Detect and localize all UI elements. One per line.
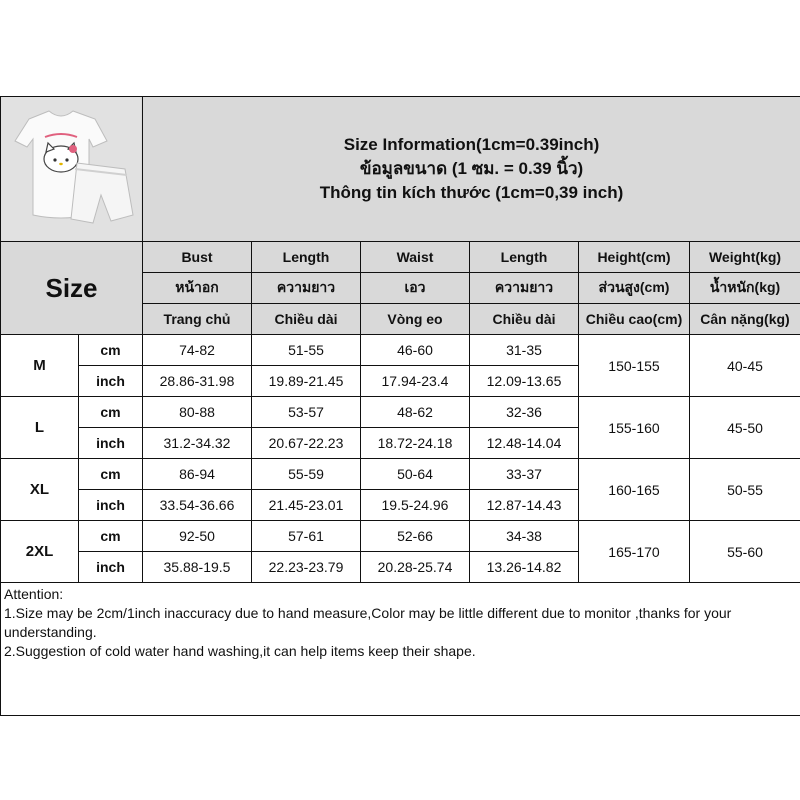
- col-header-en: Waist: [361, 242, 470, 273]
- cell-value: 80-88: [143, 397, 252, 428]
- cell-value: 52-66: [361, 521, 470, 552]
- cell-value: 20.28-25.74: [361, 552, 470, 583]
- table-row: [1, 335, 800, 366]
- unit-label: cm: [79, 459, 143, 490]
- height-value: 160-165: [579, 459, 690, 521]
- cell-value: 17.94-23.4: [361, 366, 470, 397]
- size-name: 2XL: [1, 521, 79, 583]
- cell-value: 55-59: [252, 459, 361, 490]
- size-name: M: [1, 335, 79, 397]
- unit-label: cm: [79, 521, 143, 552]
- cell-value: 51-55: [252, 335, 361, 366]
- table-row: [1, 459, 800, 490]
- cell-value: 12.87-14.43: [470, 490, 579, 521]
- height-value: 150-155: [579, 335, 690, 397]
- cell-value: 31-35: [470, 335, 579, 366]
- col-header-th: น้ำหนัก(kg): [690, 273, 800, 304]
- unit-label: inch: [79, 366, 143, 397]
- cell-value: 12.09-13.65: [470, 366, 579, 397]
- unit-label: inch: [79, 490, 143, 521]
- cell-value: 34-38: [470, 521, 579, 552]
- col-header-th: ความยาว: [252, 273, 361, 304]
- cell-value: 13.26-14.82: [470, 552, 579, 583]
- size-name: XL: [1, 459, 79, 521]
- weight-value: 40-45: [690, 335, 800, 397]
- size-heading: Size: [1, 242, 143, 335]
- product-photo-cell: [1, 97, 143, 242]
- cell-value: 18.72-24.18: [361, 428, 470, 459]
- unit-label: inch: [79, 428, 143, 459]
- col-header-vi: Vòng eo: [361, 304, 470, 335]
- size-name: L: [1, 397, 79, 459]
- cell-value: 33-37: [470, 459, 579, 490]
- col-header-vi: Chiều cao(cm): [579, 304, 690, 335]
- col-header-vi: Cân nặng(kg): [690, 304, 800, 335]
- weight-value: 55-60: [690, 521, 800, 583]
- size-table: [0, 96, 800, 716]
- col-header-en: Bust: [143, 242, 252, 273]
- cell-value: 48-62: [361, 397, 470, 428]
- col-header-en: Weight(kg): [690, 242, 800, 273]
- cell-value: 28.86-31.98: [143, 366, 252, 397]
- title-en: Size Information(1cm=0.39inch): [343, 135, 600, 154]
- cell-value: 33.54-36.66: [143, 490, 252, 521]
- col-header-th: เอว: [361, 273, 470, 304]
- cell-value: 46-60: [361, 335, 470, 366]
- col-header-vi: Trang chủ: [143, 304, 252, 335]
- product-photo: [1, 97, 141, 241]
- cell-value: 12.48-14.04: [470, 428, 579, 459]
- cell-value: 35.88-19.5: [143, 552, 252, 583]
- cell-value: 21.45-23.01: [252, 490, 361, 521]
- cell-value: 22.23-23.79: [252, 552, 361, 583]
- col-header-vi: Chiều dài: [252, 304, 361, 335]
- cell-value: 53-57: [252, 397, 361, 428]
- height-value: 165-170: [579, 521, 690, 583]
- size-chart: [0, 96, 800, 703]
- attention-notes: [1, 583, 800, 716]
- table-row: [1, 397, 800, 428]
- col-header-vi: Chiều dài: [470, 304, 579, 335]
- title-vi: Thông tin kích thước (1cm=0,39 inch): [319, 183, 624, 202]
- col-header-th: ส่วนสูง(cm): [579, 273, 690, 304]
- attention-line-1: 1.Size may be 2cm/1inch inaccuracy due to hand measure,Color may be little different due to monitor ,thanks for your understanding.: [4, 605, 732, 640]
- attention-heading: Attention:: [4, 586, 64, 602]
- col-header-th: หน้าอก: [143, 273, 252, 304]
- col-header-en: Length: [470, 242, 579, 273]
- col-header-en: Length: [252, 242, 361, 273]
- col-header-en: Height(cm): [579, 242, 690, 273]
- unit-label: cm: [79, 397, 143, 428]
- cell-value: 19.5-24.96: [361, 490, 470, 521]
- cell-value: 92-50: [143, 521, 252, 552]
- cell-value: 86-94: [143, 459, 252, 490]
- col-header-th: ความยาว: [470, 273, 579, 304]
- cell-value: 20.67-22.23: [252, 428, 361, 459]
- weight-value: 50-55: [690, 459, 800, 521]
- cell-value: 32-36: [470, 397, 579, 428]
- attention-line-2: 2.Suggestion of cold water hand washing,it can help items keep their shape.: [4, 643, 476, 659]
- title-block: [143, 97, 800, 242]
- cell-value: 57-61: [252, 521, 361, 552]
- weight-value: 45-50: [690, 397, 800, 459]
- cell-value: 50-64: [361, 459, 470, 490]
- cell-value: 74-82: [143, 335, 252, 366]
- unit-label: inch: [79, 552, 143, 583]
- cell-value: 31.2-34.32: [143, 428, 252, 459]
- cell-value: 19.89-21.45: [252, 366, 361, 397]
- height-value: 155-160: [579, 397, 690, 459]
- title-th: ข้อมูลขนาด (1 ซม. = 0.39 นิ้ว): [359, 159, 584, 178]
- unit-label: cm: [79, 335, 143, 366]
- table-row: [1, 521, 800, 552]
